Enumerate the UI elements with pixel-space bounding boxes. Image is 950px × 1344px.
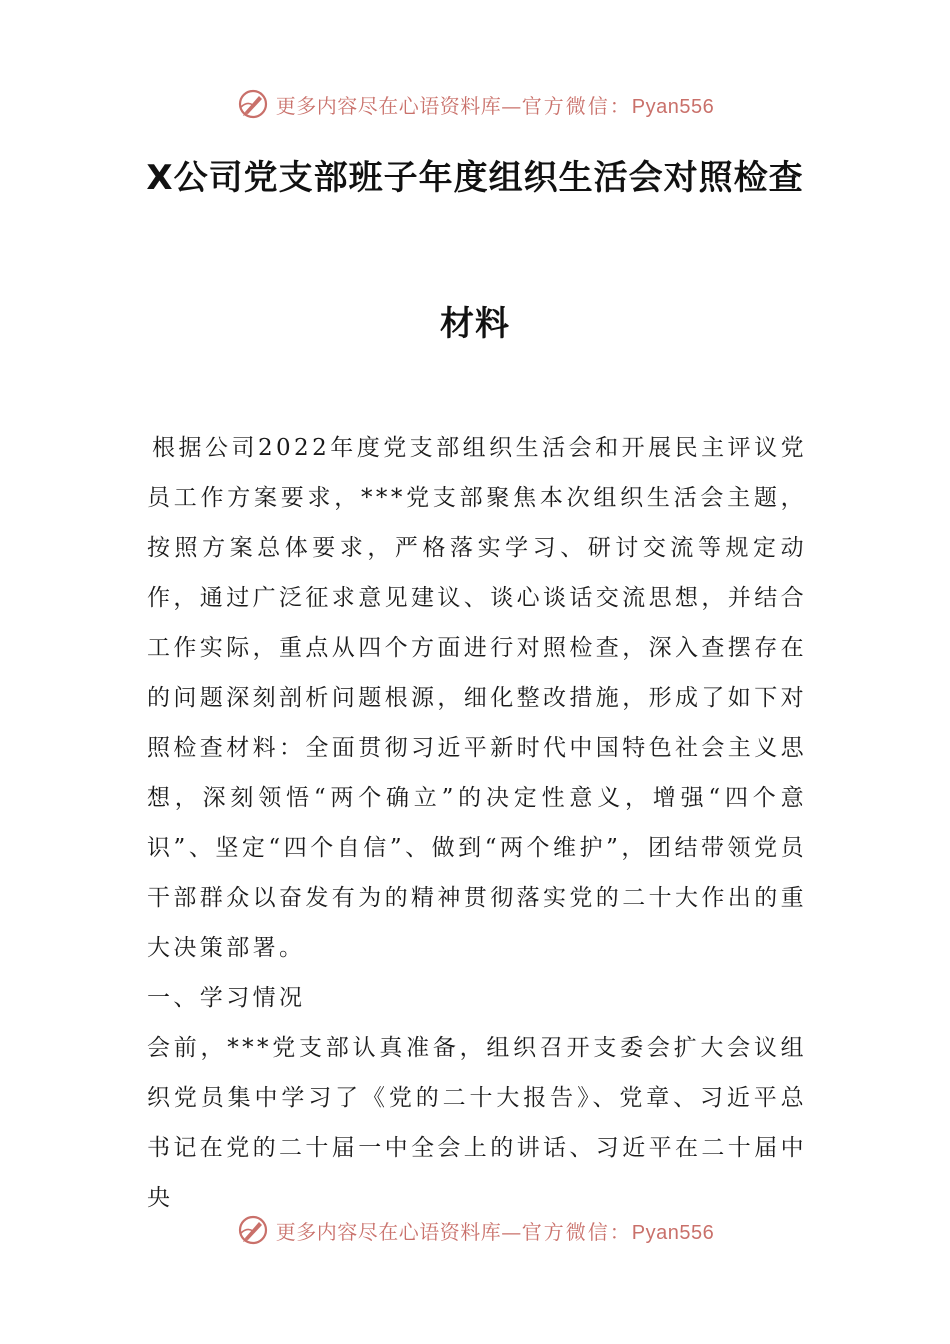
banner-main-text: 更多内容尽在心语资料库: [275, 93, 502, 118]
banner-wechat-id: Pyan556: [631, 1221, 715, 1244]
banner-main-text: 更多内容尽在心语资料库: [275, 1219, 502, 1244]
paragraph-intro: 根据公司2022年度党支部组织生活会和开展民主评议党员工作方案要求，***党支部聚焦本次组织生活会主题，按照方案总体要求，严格落实学习、研讨交流等规定动作，通过广泛征求意见建议、谈心谈话交流思想，并结合工作实际，重点从四个方面进行对照检查，深入查摆存在的问题深刻剖析问题根源，细化整改措施，形成了如下对照检查材料：全面贯彻习近平新时代中国特色社会主义思想，深刻领悟“两个确立”的决定性意义，增强“四个意识”、坚定“四个自信”、做到“两个维护”，团结带领党员干部群众以奋发有为的精神贯彻落实党的二十大作出的重大决策部署。: [147, 435, 807, 961]
pen-logo-icon: [236, 1213, 270, 1247]
banner-dash: —: [501, 1219, 522, 1244]
section-heading-study: 一、学习情况: [147, 985, 306, 1011]
banner-wechat-id: Pyan556: [631, 95, 715, 118]
footer-banner: [0, 1210, 950, 1250]
banner-wechat-label: 官方微信：: [521, 93, 632, 118]
banner-wechat-label: 官方微信：: [521, 1219, 632, 1244]
header-banner: [0, 84, 950, 124]
banner-dash: —: [501, 93, 522, 118]
banner-text: [276, 1216, 714, 1245]
document-title-line1: X公司党支部班子年度组织生活会对照检查: [146, 158, 804, 198]
paragraph-study: 会前，***党支部认真准备，组织召开支委会扩大会议组织党员集中学习了《党的二十大报告》、党章、习近平总书记在党的二十届一中全会上的讲话、习近平在二十届中央: [147, 1035, 807, 1211]
document-title-line2: 材料: [440, 304, 510, 344]
pen-logo-icon: [236, 87, 270, 121]
banner-text: [276, 90, 714, 119]
